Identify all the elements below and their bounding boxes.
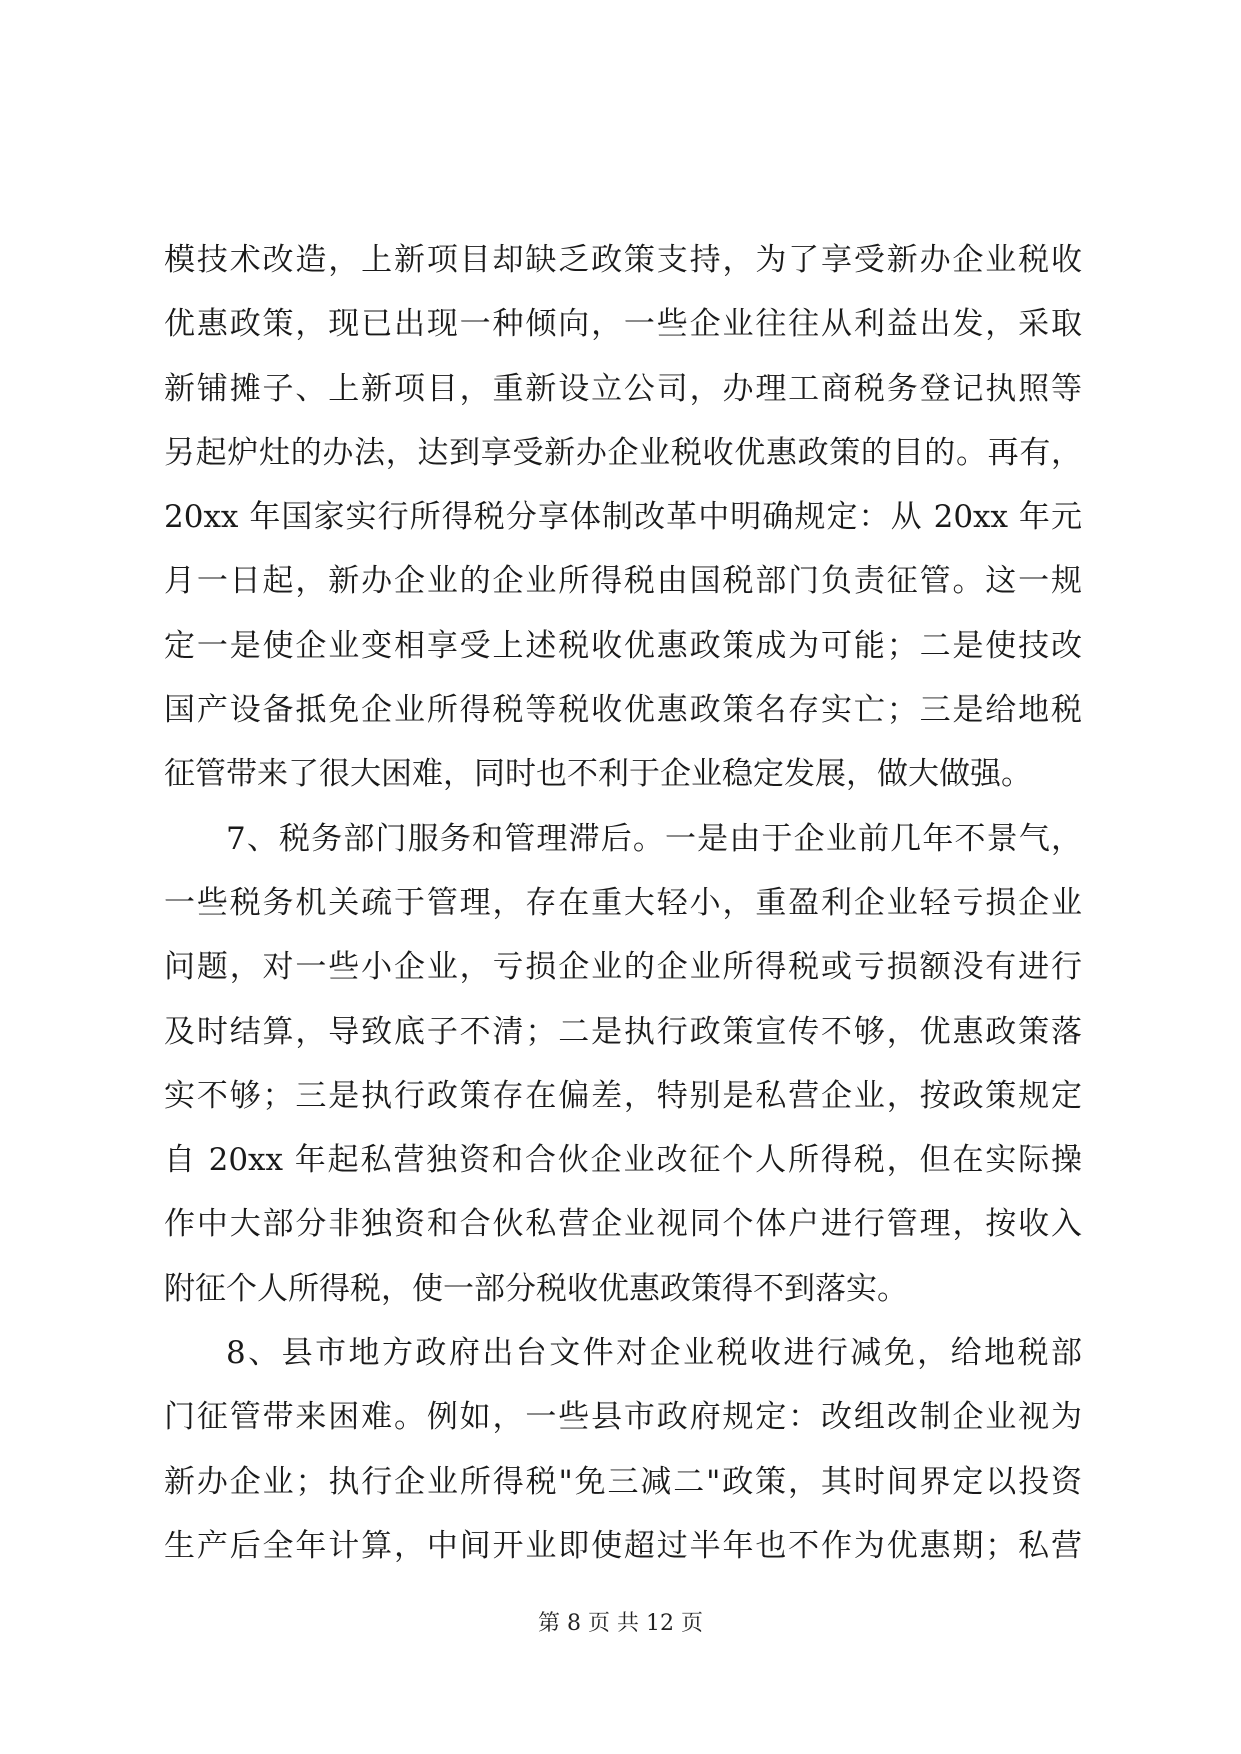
paragraph-8-start: 8、县市地方政府出台文件对企业税收进行减免，给地税部	[226, 1335, 1082, 1372]
text-line: 作中大部分非独资和合伙私营企业视同个体户进行管理，按收入	[164, 1206, 1082, 1243]
text-line: 月一日起，新办企业的企业所得税由国税部门负责征管。这一规	[164, 563, 1082, 600]
text-line: 新铺摊子、上新项目，重新设立公司，办理工商税务登记执照等	[164, 370, 1082, 407]
text-line: 自 20xx 年起私营独资和合伙企业改征个人所得税，但在实际操	[164, 1142, 1082, 1179]
text-line: 模技术改造，上新项目却缺乏政策支持，为了享受新办企业税收	[164, 242, 1082, 278]
text-line: 定一是使企业变相享受上述税收优惠政策成为可能；二是使技改	[164, 627, 1082, 664]
text-line: 优惠政策，现已出现一种倾向，一些企业往往从利益出发，采取	[164, 306, 1082, 343]
text-line: 征管带来了很大困难，同时也不利于企业稳定发展，做大做强。	[164, 756, 1032, 793]
text-line: 一些税务机关疏于管理，存在重大轻小，重盈利企业轻亏损企业	[164, 884, 1082, 921]
paragraph-7-start: 7、税务部门服务和管理滞后。一是由于企业前几年不景气，	[226, 820, 1082, 857]
text-line: 及时结算，导致底子不清；二是执行政策宣传不够，优惠政策落	[164, 1013, 1082, 1050]
text-line: 问题，对一些小企业，亏损企业的企业所得税或亏损额没有进行	[164, 949, 1082, 986]
text-line: 20xx 年国家实行所得税分享体制改革中明确规定：从 20xx 年元	[164, 499, 1082, 536]
page-number-footer: 第 8 页 共 12 页	[538, 1611, 703, 1636]
text-line: 国产设备抵免企业所得税等税收优惠政策名存实亡；三是给地税	[164, 692, 1082, 729]
text-line: 门征管带来困难。例如，一些县市政府规定：改组改制企业视为	[164, 1399, 1082, 1436]
text-line: 附征个人所得税，使一部分税收优惠政策得不到落实。	[164, 1270, 908, 1307]
body-text	[164, 228, 1082, 1578]
text-line: 另起炉灶的办法，达到享受新办企业税收优惠政策的目的。再有，	[164, 434, 1082, 471]
text-line: 实不够；三是执行政策存在偏差，特别是私营企业，按政策规定	[164, 1077, 1082, 1114]
text-line: 新办企业；执行企业所得税"免三减二"政策，其时间界定以投资	[164, 1463, 1082, 1500]
text-line: 生产后全年计算，中间开业即使超过半年也不作为优惠期；私营	[164, 1527, 1082, 1564]
